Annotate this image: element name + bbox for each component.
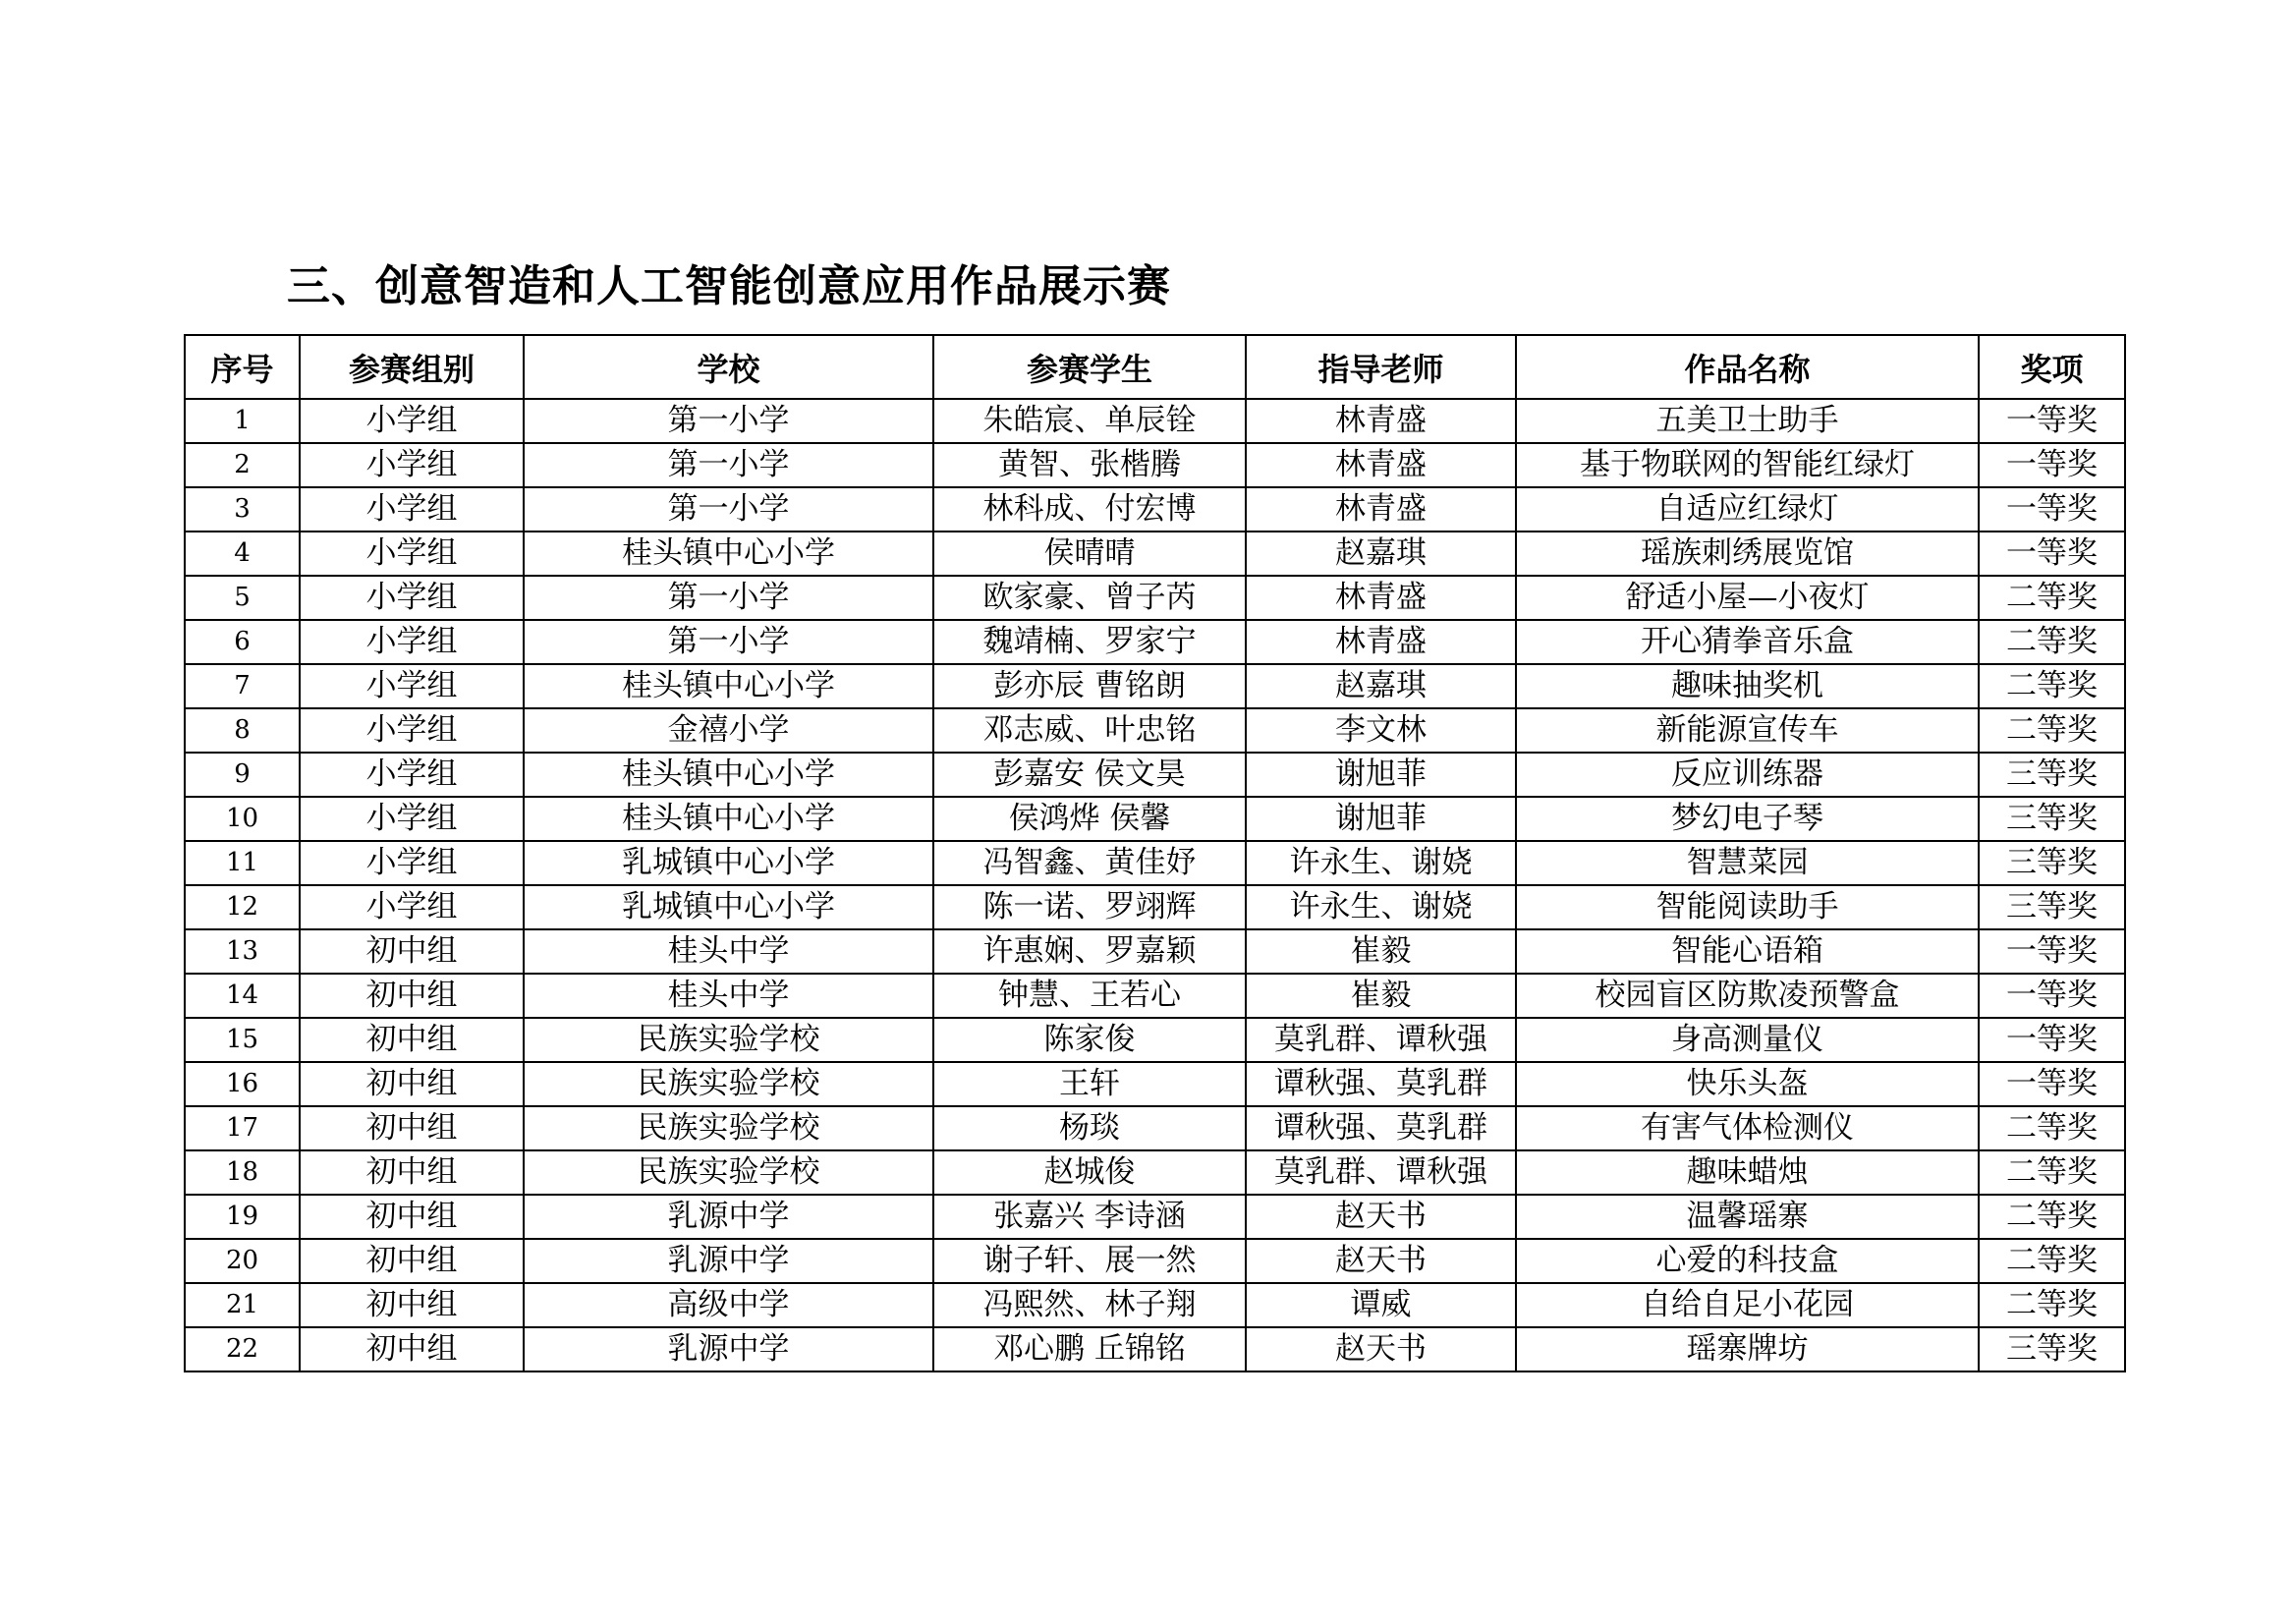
cell-seq: 18 <box>185 1150 300 1195</box>
cell-students: 朱皓宸、单辰铨 <box>933 399 1246 443</box>
cell-teacher: 赵嘉琪 <box>1246 532 1516 576</box>
header-teacher: 指导老师 <box>1246 335 1516 399</box>
cell-seq: 13 <box>185 929 300 974</box>
cell-work: 智慧菜园 <box>1516 841 1979 885</box>
cell-award: 一等奖 <box>1979 1062 2125 1106</box>
cell-work: 瑶寨牌坊 <box>1516 1327 1979 1371</box>
cell-school: 桂头镇中心小学 <box>524 753 933 797</box>
cell-teacher: 林青盛 <box>1246 487 1516 532</box>
cell-teacher: 谭秋强、莫乳群 <box>1246 1062 1516 1106</box>
cell-teacher: 林青盛 <box>1246 399 1516 443</box>
cell-group: 小学组 <box>300 443 524 487</box>
table-row <box>185 487 2125 532</box>
cell-award: 三等奖 <box>1979 1327 2125 1371</box>
cell-award: 二等奖 <box>1979 1239 2125 1283</box>
cell-group: 初中组 <box>300 974 524 1018</box>
table-row <box>185 974 2125 1018</box>
cell-teacher: 赵天书 <box>1246 1239 1516 1283</box>
cell-seq: 7 <box>185 664 300 708</box>
cell-students: 许惠娴、罗嘉颖 <box>933 929 1246 974</box>
cell-students: 侯晴晴 <box>933 532 1246 576</box>
cell-group: 小学组 <box>300 885 524 929</box>
cell-students: 钟慧、王若心 <box>933 974 1246 1018</box>
cell-seq: 8 <box>185 708 300 753</box>
cell-school: 乳源中学 <box>524 1327 933 1371</box>
cell-school: 第一小学 <box>524 399 933 443</box>
table-row <box>185 1327 2125 1371</box>
cell-seq: 1 <box>185 399 300 443</box>
cell-school: 第一小学 <box>524 443 933 487</box>
cell-students: 彭嘉安 侯文昊 <box>933 753 1246 797</box>
cell-group: 初中组 <box>300 929 524 974</box>
cell-group: 初中组 <box>300 1150 524 1195</box>
cell-work: 自给自足小花园 <box>1516 1283 1979 1327</box>
header-award: 奖项 <box>1979 335 2125 399</box>
cell-group: 初中组 <box>300 1327 524 1371</box>
cell-seq: 20 <box>185 1239 300 1283</box>
header-work: 作品名称 <box>1516 335 1979 399</box>
cell-group: 小学组 <box>300 708 524 753</box>
cell-group: 小学组 <box>300 753 524 797</box>
cell-award: 三等奖 <box>1979 797 2125 841</box>
cell-students: 陈一诺、罗翊辉 <box>933 885 1246 929</box>
table-row <box>185 885 2125 929</box>
cell-students: 欧家豪、曾子芮 <box>933 576 1246 620</box>
cell-work: 智能心语箱 <box>1516 929 1979 974</box>
cell-award: 二等奖 <box>1979 1283 2125 1327</box>
cell-students: 张嘉兴 李诗涵 <box>933 1195 1246 1239</box>
table-row <box>185 443 2125 487</box>
cell-teacher: 赵嘉琪 <box>1246 664 1516 708</box>
cell-seq: 19 <box>185 1195 300 1239</box>
cell-teacher: 许永生、谢娆 <box>1246 841 1516 885</box>
cell-students: 王轩 <box>933 1062 1246 1106</box>
award-table <box>184 334 2126 1372</box>
cell-work: 梦幻电子琴 <box>1516 797 1979 841</box>
cell-work: 五美卫士助手 <box>1516 399 1979 443</box>
cell-group: 小学组 <box>300 532 524 576</box>
cell-group: 小学组 <box>300 797 524 841</box>
cell-school: 桂头镇中心小学 <box>524 664 933 708</box>
cell-award: 一等奖 <box>1979 399 2125 443</box>
table-row <box>185 1195 2125 1239</box>
cell-students: 冯熙然、林子翔 <box>933 1283 1246 1327</box>
cell-work: 舒适小屋—小夜灯 <box>1516 576 1979 620</box>
table-row <box>185 399 2125 443</box>
table-row <box>185 708 2125 753</box>
cell-award: 一等奖 <box>1979 532 2125 576</box>
cell-work: 瑶族刺绣展览馆 <box>1516 532 1979 576</box>
cell-seq: 6 <box>185 620 300 664</box>
cell-teacher: 许永生、谢娆 <box>1246 885 1516 929</box>
cell-award: 一等奖 <box>1979 974 2125 1018</box>
cell-group: 小学组 <box>300 841 524 885</box>
cell-school: 第一小学 <box>524 576 933 620</box>
cell-school: 民族实验学校 <box>524 1150 933 1195</box>
cell-teacher: 谭威 <box>1246 1283 1516 1327</box>
cell-work: 趣味抽奖机 <box>1516 664 1979 708</box>
cell-school: 乳源中学 <box>524 1195 933 1239</box>
cell-school: 桂头镇中心小学 <box>524 532 933 576</box>
cell-students: 林科成、付宏博 <box>933 487 1246 532</box>
cell-seq: 3 <box>185 487 300 532</box>
cell-award: 三等奖 <box>1979 841 2125 885</box>
cell-group: 初中组 <box>300 1018 524 1062</box>
cell-teacher: 赵天书 <box>1246 1195 1516 1239</box>
table-row <box>185 1062 2125 1106</box>
cell-school: 金禧小学 <box>524 708 933 753</box>
cell-group: 小学组 <box>300 664 524 708</box>
cell-students: 魏靖楠、罗家宁 <box>933 620 1246 664</box>
cell-school: 高级中学 <box>524 1283 933 1327</box>
cell-work: 智能阅读助手 <box>1516 885 1979 929</box>
cell-seq: 9 <box>185 753 300 797</box>
table-row <box>185 797 2125 841</box>
table-row <box>185 1018 2125 1062</box>
cell-school: 第一小学 <box>524 620 933 664</box>
cell-award: 一等奖 <box>1979 443 2125 487</box>
cell-award: 二等奖 <box>1979 576 2125 620</box>
cell-seq: 4 <box>185 532 300 576</box>
cell-work: 反应训练器 <box>1516 753 1979 797</box>
cell-group: 初中组 <box>300 1239 524 1283</box>
cell-group: 小学组 <box>300 576 524 620</box>
section-title: 三、创意智造和人工智能创意应用作品展示赛 <box>287 261 1171 311</box>
cell-seq: 5 <box>185 576 300 620</box>
cell-teacher: 莫乳群、谭秋强 <box>1246 1150 1516 1195</box>
cell-award: 一等奖 <box>1979 1018 2125 1062</box>
cell-seq: 14 <box>185 974 300 1018</box>
header-group: 参赛组别 <box>300 335 524 399</box>
cell-teacher: 赵天书 <box>1246 1327 1516 1371</box>
cell-seq: 15 <box>185 1018 300 1062</box>
cell-group: 小学组 <box>300 399 524 443</box>
cell-school: 第一小学 <box>524 487 933 532</box>
table-row <box>185 1106 2125 1150</box>
table-body <box>185 399 2125 1371</box>
cell-group: 小学组 <box>300 620 524 664</box>
cell-group: 初中组 <box>300 1195 524 1239</box>
cell-award: 一等奖 <box>1979 929 2125 974</box>
cell-school: 乳城镇中心小学 <box>524 885 933 929</box>
cell-students: 陈家俊 <box>933 1018 1246 1062</box>
cell-teacher: 谭秋强、莫乳群 <box>1246 1106 1516 1150</box>
cell-work: 身高测量仪 <box>1516 1018 1979 1062</box>
cell-seq: 11 <box>185 841 300 885</box>
cell-award: 二等奖 <box>1979 1106 2125 1150</box>
cell-teacher: 谢旭菲 <box>1246 797 1516 841</box>
cell-award: 二等奖 <box>1979 1150 2125 1195</box>
cell-work: 校园盲区防欺凌预警盒 <box>1516 974 1979 1018</box>
cell-teacher: 崔毅 <box>1246 974 1516 1018</box>
cell-teacher: 莫乳群、谭秋强 <box>1246 1018 1516 1062</box>
table-row <box>185 929 2125 974</box>
cell-work: 趣味蜡烛 <box>1516 1150 1979 1195</box>
cell-school: 桂头镇中心小学 <box>524 797 933 841</box>
table-header-row <box>185 335 2125 399</box>
cell-school: 民族实验学校 <box>524 1106 933 1150</box>
cell-group: 初中组 <box>300 1283 524 1327</box>
cell-award: 二等奖 <box>1979 620 2125 664</box>
cell-work: 心爱的科技盒 <box>1516 1239 1979 1283</box>
cell-school: 民族实验学校 <box>524 1062 933 1106</box>
cell-students: 冯智鑫、黄佳妤 <box>933 841 1246 885</box>
table-row <box>185 1150 2125 1195</box>
cell-students: 赵城俊 <box>933 1150 1246 1195</box>
cell-seq: 22 <box>185 1327 300 1371</box>
table-row <box>185 620 2125 664</box>
cell-group: 初中组 <box>300 1106 524 1150</box>
cell-group: 初中组 <box>300 1062 524 1106</box>
cell-teacher: 林青盛 <box>1246 443 1516 487</box>
cell-school: 乳城镇中心小学 <box>524 841 933 885</box>
table-row <box>185 1239 2125 1283</box>
cell-teacher: 林青盛 <box>1246 576 1516 620</box>
cell-award: 二等奖 <box>1979 708 2125 753</box>
cell-work: 基于物联网的智能红绿灯 <box>1516 443 1979 487</box>
cell-teacher: 崔毅 <box>1246 929 1516 974</box>
cell-award: 二等奖 <box>1979 1195 2125 1239</box>
cell-students: 谢子轩、展一然 <box>933 1239 1246 1283</box>
header-students: 参赛学生 <box>933 335 1246 399</box>
cell-students: 黄智、张楷腾 <box>933 443 1246 487</box>
table-row <box>185 664 2125 708</box>
cell-teacher: 林青盛 <box>1246 620 1516 664</box>
cell-seq: 16 <box>185 1062 300 1106</box>
cell-students: 邓志威、叶忠铭 <box>933 708 1246 753</box>
header-seq: 序号 <box>185 335 300 399</box>
cell-work: 温馨瑶寨 <box>1516 1195 1979 1239</box>
cell-seq: 10 <box>185 797 300 841</box>
cell-work: 新能源宣传车 <box>1516 708 1979 753</box>
table-row <box>185 841 2125 885</box>
cell-award: 二等奖 <box>1979 664 2125 708</box>
cell-seq: 21 <box>185 1283 300 1327</box>
cell-students: 彭亦辰 曹铭朗 <box>933 664 1246 708</box>
table-row <box>185 753 2125 797</box>
cell-school: 乳源中学 <box>524 1239 933 1283</box>
cell-work: 快乐头盔 <box>1516 1062 1979 1106</box>
cell-seq: 2 <box>185 443 300 487</box>
cell-work: 有害气体检测仪 <box>1516 1106 1979 1150</box>
table-row <box>185 532 2125 576</box>
cell-work: 自适应红绿灯 <box>1516 487 1979 532</box>
cell-school: 桂头中学 <box>524 974 933 1018</box>
cell-school: 桂头中学 <box>524 929 933 974</box>
cell-school: 民族实验学校 <box>524 1018 933 1062</box>
table-row <box>185 1283 2125 1327</box>
header-school: 学校 <box>524 335 933 399</box>
cell-students: 侯鸿烨 侯馨 <box>933 797 1246 841</box>
cell-group: 小学组 <box>300 487 524 532</box>
table-row <box>185 576 2125 620</box>
cell-award: 一等奖 <box>1979 487 2125 532</box>
cell-work: 开心猜拳音乐盒 <box>1516 620 1979 664</box>
cell-students: 杨琰 <box>933 1106 1246 1150</box>
cell-award: 三等奖 <box>1979 885 2125 929</box>
cell-award: 三等奖 <box>1979 753 2125 797</box>
cell-teacher: 李文林 <box>1246 708 1516 753</box>
cell-students: 邓心鹏 丘锦铭 <box>933 1327 1246 1371</box>
cell-seq: 12 <box>185 885 300 929</box>
cell-teacher: 谢旭菲 <box>1246 753 1516 797</box>
cell-seq: 17 <box>185 1106 300 1150</box>
